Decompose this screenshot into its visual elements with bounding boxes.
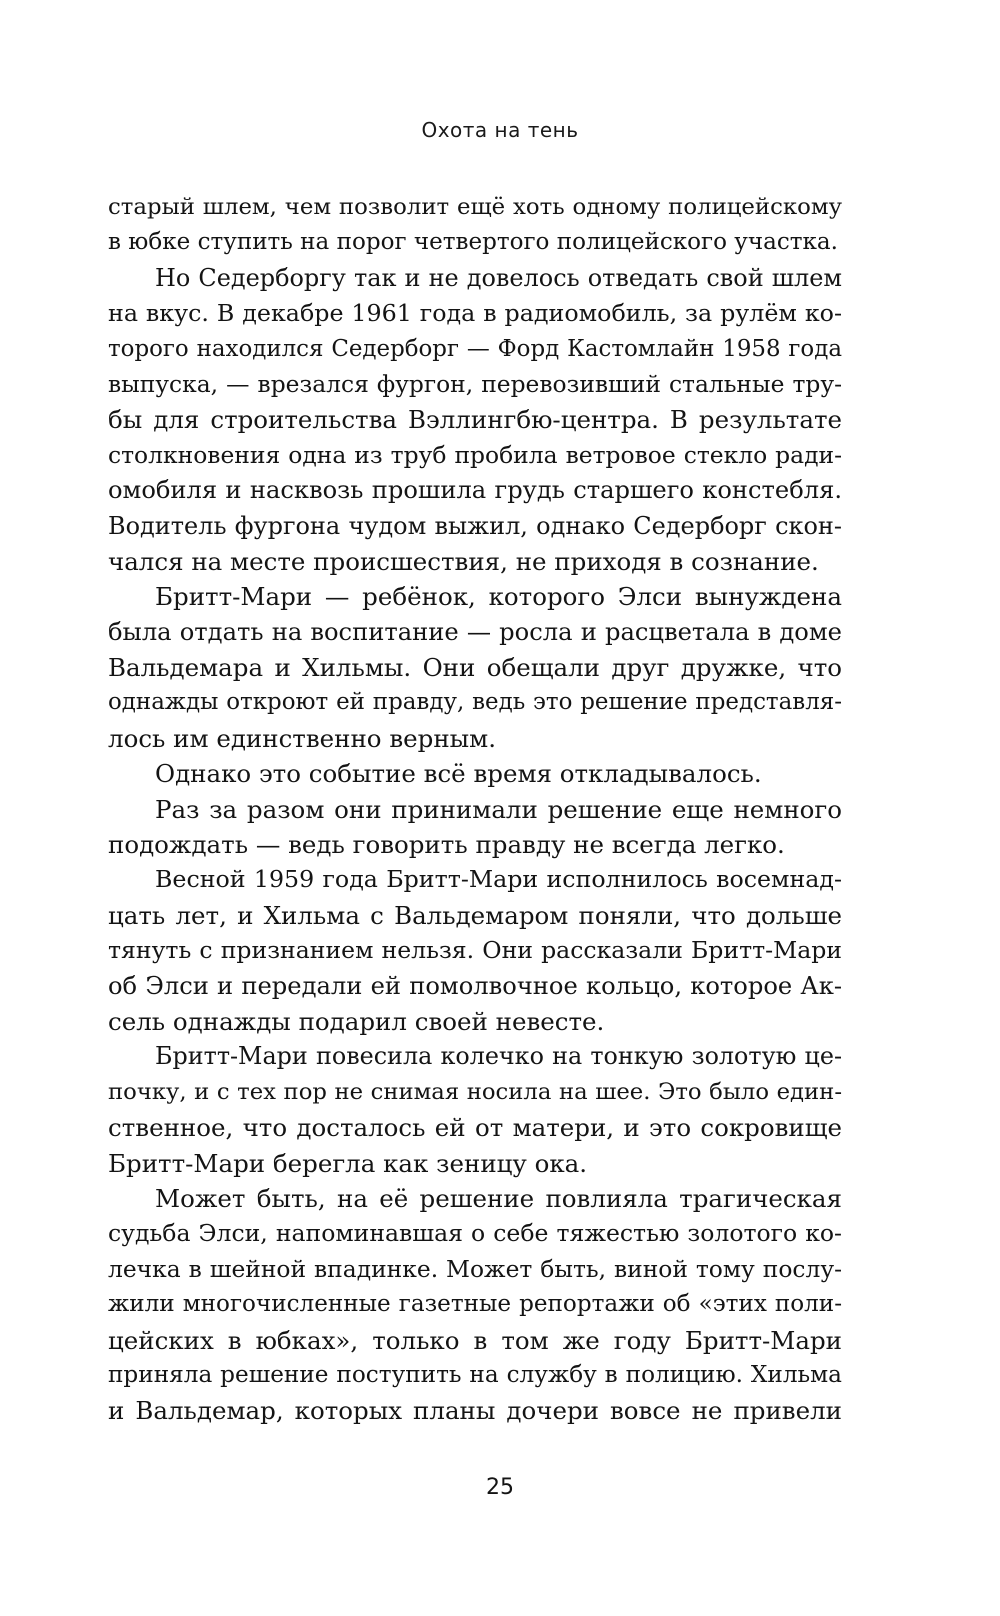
text-line: лось им единственно верным.: [108, 723, 496, 753]
text-line: выпуска, — врезался фургон, перевозивший стальные тру-: [108, 369, 842, 398]
text-line: Вальдемара и Хильмы. Они обещали друг дружке, что: [108, 653, 842, 683]
text-line: Раз за разом они принимали решение еще немного: [155, 794, 842, 824]
text-line: бы для строительства Вэллингбю-центра. В результате: [108, 405, 842, 435]
text-line: жили многочисленные газетные репортажи об «этих поли-: [108, 1291, 842, 1318]
text-line: цейских в юбках», только в том же году Бритт-Мари: [108, 1325, 842, 1355]
text-line: тянуть с признанием нельзя. Они рассказали Бритт-Мари: [108, 936, 842, 965]
text-line: Водитель фургона чудом выжил, однако Седерборг скон-: [108, 511, 842, 540]
text-line: Бритт-Мари берегла как зеницу ока.: [108, 1148, 588, 1178]
text-line: омобиля и насквозь прошила грудь старшего констебля.: [108, 476, 842, 505]
text-line: лечка в шейной впадинке. Может быть, виной тому послу-: [108, 1254, 842, 1283]
text-line: и Вальдемар, которых планы дочери вовсе не привели: [108, 1396, 842, 1426]
text-line: об Элси и передали ей помолвочное кольцо, которое Ак-: [108, 971, 842, 1000]
text-line: старый шлем, чем позволит ещё хоть одному полицейскому: [108, 194, 842, 220]
text-line: почку, и с тех пор не снимая носила на шее. Это было един-: [108, 1078, 842, 1105]
text-line: была отдать на воспитание — росла и расцветала в доме: [108, 617, 842, 646]
text-line: приняла решение поступить на службу в полицию. Хильма: [108, 1361, 842, 1388]
text-line: ственное, что досталось ей от матери, и это сокровище: [108, 1113, 842, 1143]
text-line: Бритт-Мари повесила колечко на тонкую золотую це-: [155, 1042, 842, 1071]
text-line: Может быть, на её решение повлияла трагическая: [155, 1183, 842, 1213]
text-line: однажды откроют ей правду, ведь это решение представля-: [108, 689, 842, 716]
text-line: Бритт-Мари — ребёнок, которого Элси вынуждена: [155, 582, 842, 612]
text-line: торого находился Седерборг — Форд Кастомлайн 1958 года: [108, 335, 842, 362]
text-line: подождать — ведь говорить правду не всегда легко.: [108, 830, 785, 860]
text-line: цать лет, и Хильма с Вальдемаром поняли, что дольше: [108, 900, 842, 930]
text-line: в юбке ступить на порог четвертого полицейского участка.: [108, 229, 838, 256]
text-line: Но Седерборгу так и не довелось отведать свой шлем: [155, 263, 842, 292]
text-line: на вкус. В декабре 1961 года в радиомобиль, за рулём ко-: [108, 299, 842, 328]
text-line: Однако это событие всё время откладывалось.: [155, 759, 762, 789]
text-line: столкновения одна из труб пробила ветровое стекло ради-: [108, 440, 842, 469]
running-head: Охота на тень: [421, 118, 579, 142]
text-line: Весной 1959 года Бритт-Мари исполнилось восемнад-: [155, 865, 842, 894]
text-line: чался на месте происшествия, не приходя в сознание.: [108, 546, 819, 576]
body-text: [108, 190, 842, 1429]
text-line: сель однажды подарил своей невесте.: [108, 1006, 605, 1036]
page-number: 25: [486, 1475, 514, 1500]
text-line: судьба Элси, напоминавшая о себе тяжестью золотого ко-: [108, 1219, 842, 1248]
